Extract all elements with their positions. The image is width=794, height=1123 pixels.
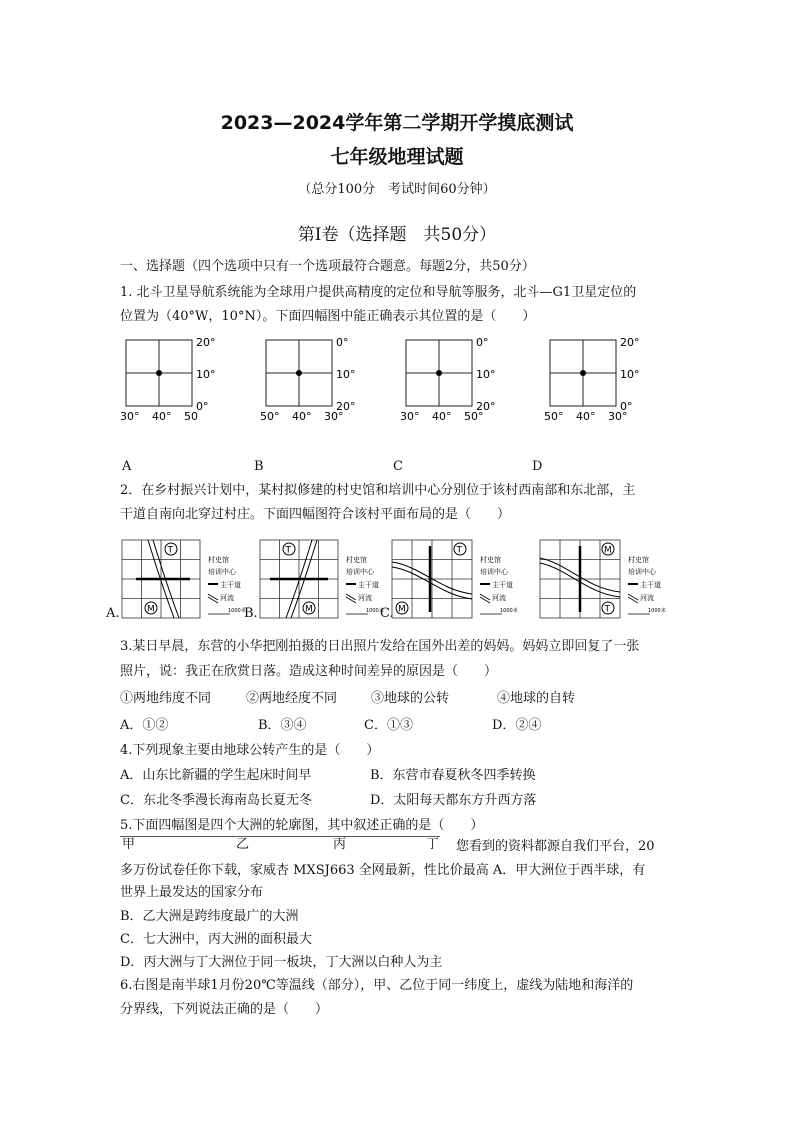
continent-yi: 乙 xyxy=(236,837,250,852)
q1-a-y1: 20° xyxy=(196,336,216,349)
q4-option-c: C．东北冬季漫长海南岛长夏无冬 xyxy=(120,793,312,808)
q1-option-a: A xyxy=(122,459,132,474)
q4-option-a: A．山东比新疆的学生起床时间早 xyxy=(120,768,312,783)
q2-line1: 2．在乡村振兴计划中，某村拟修建的村史馆和培训中心分别位于该村西南部和东北部，主 xyxy=(120,483,636,498)
q1-c-x3: 50° xyxy=(464,410,484,423)
legend-museum: 村史馆 xyxy=(346,556,367,564)
legend-scale: 1000米 xyxy=(366,608,384,614)
q1-b-y2: 10° xyxy=(336,368,356,381)
q1-grid-a xyxy=(118,336,228,428)
m-symbol: M xyxy=(604,545,612,556)
q1-a-x2: 40° xyxy=(152,410,172,423)
q1-grid-b xyxy=(258,336,368,428)
q4-option-d: D．太阳每天都东方升西方落 xyxy=(370,793,537,808)
q1-d-y3: 0° xyxy=(620,400,633,413)
q3-option-a: A．①② xyxy=(120,718,169,733)
q5-ad: 您看到的资料都源自我们平台，20 xyxy=(456,839,655,854)
q1-b-x1: 50° xyxy=(260,410,280,423)
q1-c-y1: 0° xyxy=(476,336,489,349)
continent-ding: 丁 xyxy=(426,837,440,852)
section-instructions: 一、选择题（四个选项中只有一个选项最符合题意。每题2分，共50分） xyxy=(120,259,535,274)
legend-training: 培训中心 xyxy=(208,568,236,576)
legend-museum: 村史馆 xyxy=(208,556,229,564)
q1-c-y3: 20° xyxy=(476,400,496,413)
q1-line1: 1. 北斗卫星导航系统能为全球用户提供高精度的定位和导航等服务，北斗—G1卫星定位的 xyxy=(120,285,637,300)
q1-c-y2: 10° xyxy=(476,368,496,381)
legend-scale: 1000米 xyxy=(228,608,246,614)
legend-scale: 1000米 xyxy=(648,608,666,614)
q2-map-a xyxy=(120,536,250,622)
q3-option-b: B．③④ xyxy=(258,718,307,733)
t-symbol: T xyxy=(167,545,173,556)
q1-d-y1: 20° xyxy=(620,336,640,349)
q5-option-a-cont: 世界上最发达的国家分布 xyxy=(120,885,264,900)
q1-option-b: B xyxy=(254,459,264,474)
q4-option-b: B．东营市春夏秋冬四季转换 xyxy=(370,768,536,783)
continent-bing: 丙 xyxy=(333,837,347,852)
legend-river: 河流 xyxy=(220,594,234,602)
t-symbol: T xyxy=(456,545,462,556)
q5-ad2: 多万份试卷任你下载，家威杏 MXSJ663 全网最新，性比价最高 A．甲大洲位于西半球，有 xyxy=(120,863,646,878)
q3-item-3: ③地球的公转 xyxy=(371,691,450,706)
section-title: 第Ⅰ卷（选择题 共50分） xyxy=(297,225,497,245)
legend-river: 河流 xyxy=(640,594,654,602)
q1-a-y3: 0° xyxy=(196,400,209,413)
q2-line2: 干道自南向北穿过村庄。下面四幅图符合该村平面布局的是（ ） xyxy=(120,507,511,522)
q1-b-y1: 0° xyxy=(336,336,349,349)
m-symbol: M xyxy=(305,604,313,615)
q6-line2: 分界线，下列说法正确的是（ ） xyxy=(120,1002,329,1017)
legend-road: 主干道 xyxy=(220,581,241,589)
legend-road: 主干道 xyxy=(492,581,513,589)
q5-option-c: C．七大洲中，丙大洲的面积最大 xyxy=(120,932,312,947)
exam-note: （总分100分 考试时间60分钟） xyxy=(298,182,496,197)
legend-training: 培训中心 xyxy=(480,568,508,576)
continent-jia: 甲 xyxy=(122,837,136,852)
q1-line2: 位置为（40°W，10°N）。下面四幅图中能正确表示其位置的是（ ） xyxy=(120,309,536,324)
q1-b-x3: 30° xyxy=(324,410,344,423)
q1-a-x1: 30° xyxy=(120,410,140,423)
q3-item-4: ④地球的自转 xyxy=(497,691,576,706)
q1-c-x1: 30° xyxy=(400,410,420,423)
legend-road: 主干道 xyxy=(640,581,661,589)
q1-c-x2: 40° xyxy=(432,410,452,423)
legend-river: 河流 xyxy=(358,594,372,602)
q3-line1: 3.某日早晨，东营的小华把刚拍摄的日出照片发给在国外出差的妈妈。妈妈立即回复了一张 xyxy=(120,639,640,654)
t-symbol: T xyxy=(604,604,610,615)
q5-option-d: D．丙大洲与丁大洲位于同一板块，丁大洲以白种人为主 xyxy=(120,955,443,970)
q6-line1: 6.右图是南半球1月份20℃等温线（部分），甲、乙位于同一纬度上，虚线为陆地和海洋的 xyxy=(120,978,634,993)
m-symbol: M xyxy=(147,604,155,615)
exam-subtitle: 七年级地理试题 xyxy=(330,146,464,168)
legend-training: 培训中心 xyxy=(628,568,656,576)
legend-museum: 村史馆 xyxy=(480,556,501,564)
q1-d-x2: 40° xyxy=(576,410,596,423)
q1-option-c: C xyxy=(393,459,403,474)
q2-map-d xyxy=(538,536,678,622)
exam-title: 2023—2024学年第二学期开学摸底测试 xyxy=(220,112,574,134)
t-symbol: T xyxy=(285,545,291,556)
q1-d-x1: 50° xyxy=(544,410,564,423)
q2-map-b xyxy=(258,536,388,622)
q1-grid-d xyxy=(542,336,652,428)
q2-option-c: C. xyxy=(380,606,394,621)
q3-item-2: ②两地经度不同 xyxy=(246,691,338,706)
q1-option-d: D xyxy=(532,459,543,474)
q2-option-a: A. xyxy=(106,606,120,621)
q5-option-b: B．乙大洲是跨纬度最广的大洲 xyxy=(120,909,299,924)
q1-a-y2: 10° xyxy=(196,368,216,381)
m-symbol: M xyxy=(398,604,406,615)
q1-b-x2: 40° xyxy=(292,410,312,423)
legend-scale: 1000米 xyxy=(500,608,518,614)
q1-b-y3: 20° xyxy=(336,400,356,413)
legend-training: 培训中心 xyxy=(346,568,374,576)
legend-road: 主干道 xyxy=(358,581,379,589)
q3-option-c: C．①③ xyxy=(364,718,413,733)
legend-museum: 村史馆 xyxy=(628,556,649,564)
q3-item-1: ①两地纬度不同 xyxy=(120,691,212,706)
q1-a-x3: 50 xyxy=(184,410,198,423)
q4-line: 4.下列现象主要由地球公转产生的是（ ） xyxy=(120,743,380,758)
q1-d-x3: 30° xyxy=(608,410,628,423)
legend-river: 河流 xyxy=(492,594,506,602)
q1-grid-c xyxy=(398,336,508,428)
q3-option-d: D．②④ xyxy=(492,718,542,733)
q5-line: 5.下面四幅图是四个大洲的轮廓图，其中叙述正确的是（ ） xyxy=(120,818,484,833)
q3-line2: 照片，说：我正在欣赏日落。造成这种时间差异的原因是（ ） xyxy=(120,664,498,679)
q2-option-b: B. xyxy=(244,606,258,621)
q1-d-y2: 10° xyxy=(620,368,640,381)
q2-map-c xyxy=(390,536,540,622)
